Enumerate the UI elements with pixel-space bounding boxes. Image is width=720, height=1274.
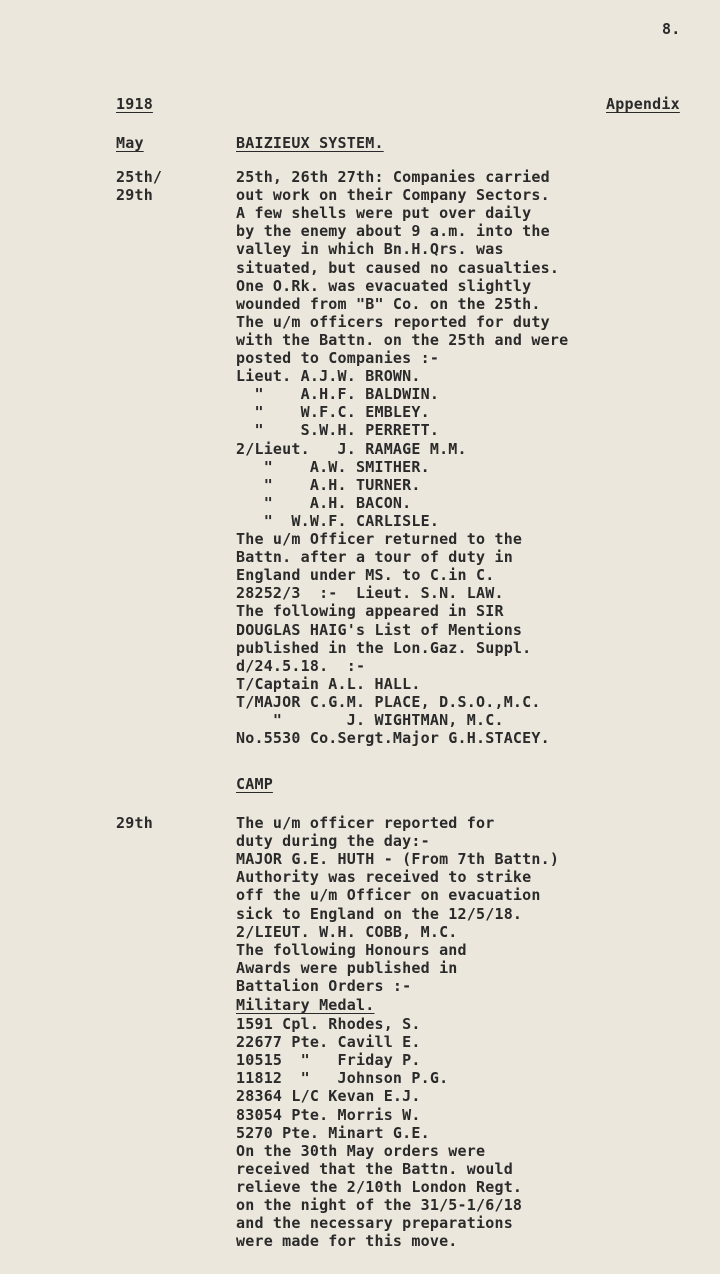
text-line: on the night of the 31/5-1/6/18 bbox=[236, 1196, 523, 1214]
text-line: The u/m officers reported for duty bbox=[236, 312, 550, 331]
text-line: received that the Battn. would bbox=[236, 1159, 513, 1178]
text-line: The following appeared in SIR bbox=[236, 602, 504, 621]
text-line: The u/m officer reported for bbox=[236, 814, 495, 832]
section-heading-baizieux: BAIZIEUX SYSTEM. bbox=[236, 134, 384, 152]
text-line: No.5530 Co.Sergt.Major G.H.STACEY. bbox=[236, 729, 550, 748]
text-line: " W.F.C. EMBLEY. bbox=[236, 403, 430, 422]
text-line: T/Captain A.L. HALL. bbox=[236, 674, 421, 693]
text-line: 10515 " Friday P. bbox=[236, 1051, 421, 1070]
text-line: out work on their Company Sectors. bbox=[236, 186, 550, 205]
date-entry-25th: 25th/ bbox=[116, 168, 163, 186]
text-line: One O.Rk. was evacuated slightly bbox=[236, 276, 532, 295]
text-line: " A.H.F. BALDWIN. bbox=[236, 385, 440, 404]
text-line: DOUGLAS HAIG's List of Mentions bbox=[236, 620, 523, 639]
text-line: 25th, 26th 27th: Companies carried bbox=[236, 168, 550, 186]
text-line: duty during the day:- bbox=[236, 832, 430, 851]
medal-heading: Military Medal. bbox=[236, 996, 375, 1014]
text-line: Battalion Orders :- bbox=[236, 976, 412, 995]
text-line: and the necessary preparations bbox=[236, 1214, 513, 1233]
text-line: d/24.5.18. :- bbox=[236, 656, 366, 675]
text-line: " A.H. TURNER. bbox=[236, 475, 421, 494]
page-number: 8. bbox=[662, 20, 681, 38]
text-line: sick to England on the 12/5/18. bbox=[236, 904, 523, 923]
text-line: Lieut. A.J.W. BROWN. bbox=[236, 367, 421, 386]
text-line: Authority was received to strike bbox=[236, 868, 532, 887]
text-line: 2/LIEUT. W.H. COBB, M.C. bbox=[236, 922, 458, 941]
text-line: posted to Companies :- bbox=[236, 349, 440, 367]
text-line: On the 30th May orders were bbox=[236, 1141, 486, 1160]
text-line: 28252/3 :- Lieut. S.N. LAW. bbox=[236, 584, 504, 603]
text-line: " A.W. SMITHER. bbox=[236, 457, 430, 476]
text-line: relieve the 2/10th London Regt. bbox=[236, 1177, 523, 1196]
text-line: wounded from "B" Co. on the 25th. bbox=[236, 294, 541, 313]
text-line: 11812 " Johnson P.G. bbox=[236, 1069, 449, 1088]
section-heading-camp: CAMP bbox=[236, 775, 273, 793]
year-label: 1918 bbox=[116, 95, 153, 113]
text-line: by the enemy about 9 a.m. into the bbox=[236, 222, 550, 241]
date-entry-29th: 29th bbox=[116, 186, 153, 204]
text-line: " W.W.F. CARLISLE. bbox=[236, 511, 440, 530]
text-line: were made for this move. bbox=[236, 1232, 458, 1251]
text-line: The u/m Officer returned to the bbox=[236, 530, 523, 548]
text-line: 5270 Pte. Minart G.E. bbox=[236, 1123, 430, 1142]
text-line: 83054 Pte. Morris W. bbox=[236, 1105, 421, 1124]
text-line: " J. WIGHTMAN, M.C. bbox=[236, 711, 504, 729]
text-line: 2/Lieut. J. RAMAGE M.M. bbox=[236, 439, 467, 458]
text-line: England under MS. to C.in C. bbox=[236, 566, 495, 585]
text-line: valley in which Bn.H.Qrs. was bbox=[236, 240, 504, 259]
text-line: Awards were published in bbox=[236, 958, 458, 977]
text-line: Battn. after a tour of duty in bbox=[236, 548, 513, 567]
appendix-label: Appendix bbox=[606, 95, 680, 113]
text-line: published in the Lon.Gaz. Suppl. bbox=[236, 638, 532, 657]
text-line: " A.H. BACON. bbox=[236, 493, 412, 512]
text-line: T/MAJOR C.G.M. PLACE, D.S.O.,M.C. bbox=[236, 692, 541, 711]
text-line: situated, but caused no casualties. bbox=[236, 258, 560, 277]
text-line: 22677 Pte. Cavill E. bbox=[236, 1033, 421, 1052]
text-line: 1591 Cpl. Rhodes, S. bbox=[236, 1015, 421, 1033]
date-entry-29th-camp: 29th bbox=[116, 814, 153, 832]
text-line: The following Honours and bbox=[236, 940, 467, 959]
text-line: with the Battn. on the 25th and were bbox=[236, 330, 569, 349]
text-line: MAJOR G.E. HUTH - (From 7th Battn.) bbox=[236, 850, 560, 869]
month-label: May bbox=[116, 134, 144, 152]
text-line: A few shells were put over daily bbox=[236, 204, 532, 223]
text-line: 28364 L/C Kevan E.J. bbox=[236, 1087, 421, 1106]
text-line: off the u/m Officer on evacuation bbox=[236, 886, 541, 905]
text-line: " S.W.H. PERRETT. bbox=[236, 421, 440, 440]
